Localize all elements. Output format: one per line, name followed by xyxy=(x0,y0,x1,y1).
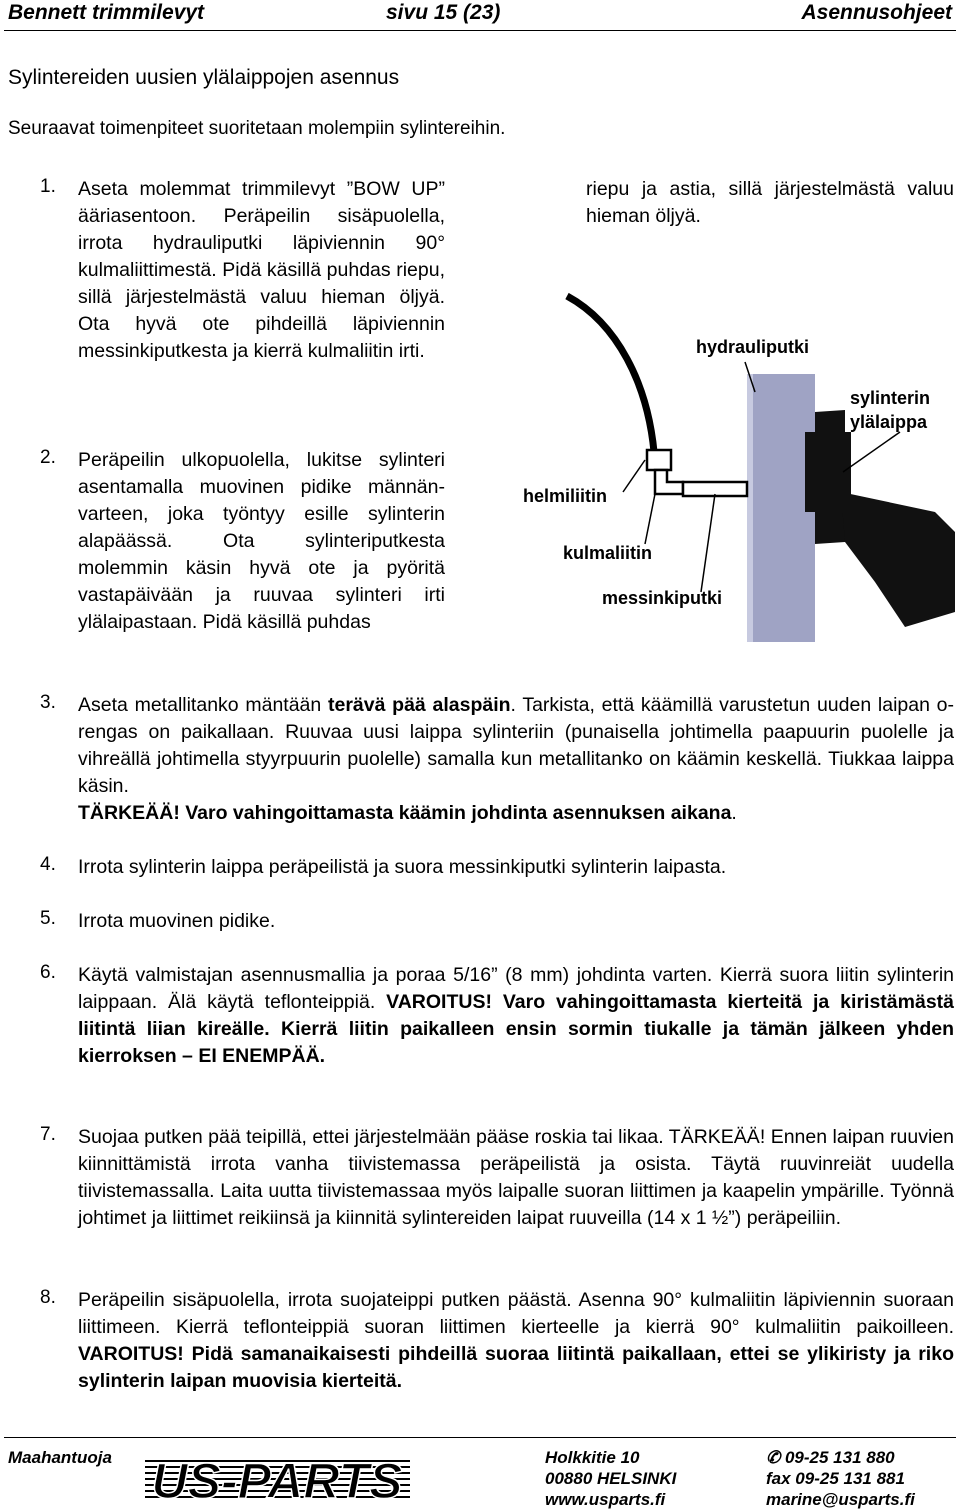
step-4-text: Irrota sylinterin laippa peräpeilistä ja suora messinkiputki sylinterin laipasta. xyxy=(78,856,727,878)
header-divider xyxy=(4,30,956,31)
step-2-text: Peräpeilin ulkopuolella, lukitse sylinteri asentamalla muovinen pidike männän-varteen, joka työntyy esille sylinterin alapäässä. Ota sylinteriputkesta molemmin käsin hyvä ote ja pyöritä vastapäivään ja ruuvaa sylinteri irti ylälaipastaan. Pidä käsillä puhdas xyxy=(78,449,445,633)
brass-tube xyxy=(683,482,747,496)
transom-cylinder xyxy=(747,374,815,642)
footer-city: 00880 HELSINKI xyxy=(545,1469,677,1488)
step-8-text: Peräpeilin sisäpuolella, irrota suojateippi putken päästä. Asenna 90° kulmaliitin läpiviennin suoraan liittimeen. Kierrä teflonteippiä suoran liittimen kierteelle ja kierrä 90° kulmaliitin paikoilleen. VAROITUS! Pidä samanaikaisesti pihdeillä suoraa liitintä paikallaan, ettei se ylikiristy ja riko sylinterin laipan muovisia kierteitä. xyxy=(78,1289,954,1392)
footer-website[interactable]: www.usparts.fi xyxy=(545,1490,666,1509)
footer-importer: Maahantuoja xyxy=(8,1448,112,1467)
step-6-warning: VAROITUS! Varo vahingoittamasta kierteitä ja kiristämästä liitintä liian kireälle. Kierrä liitin paikalleen ensin sormin tiukalle ja tämän jälkeen yhden kierroksen – EI ENEMPÄÄ. xyxy=(78,991,954,1067)
us-parts-logo xyxy=(145,1452,410,1504)
page-title: Sylintereiden uusien ylälaippojen asennus xyxy=(8,66,400,89)
label-hydraulic-hose: hydrauliputki xyxy=(696,337,810,357)
flange-diagram xyxy=(505,282,955,642)
svg-text:US-PARTS: US-PARTS xyxy=(151,1453,403,1504)
label-brass-tube: messinkiputki xyxy=(602,588,723,608)
step-7-number: 7. xyxy=(40,1124,56,1145)
step-1-text: Aseta molemmat trimmilevyt ”BOW UP” ääriasentoon. Peräpeilin sisäpuolella, irrota hydrauliputki läpiviennin 90° kulmaliittimestä. Pidä käsillä puhdas riepu, sillä järjestelmästä valuu hieman öljyä. Ota hyvä ote pihdeillä läpiviennin messinkiputkesta ja kierrä kulmaliitin irti. xyxy=(78,178,445,362)
header-doc-type: Asennusohjeet xyxy=(801,1,952,24)
step-3-text: Aseta metallitanko mäntään terävä pää alaspäin. Tarkista, että käämillä varustetun uuden laipan o-rengas on paikallaan. Ruuvaa uusi laippa sylinteriin (punaisella johtimella paapuurin puolelle ja vihreällä johtimella styyrpuurin puolelle) samalla kun metallitanko on käämin keskellä. Tiukkaa laippa käsin. TÄRKEÄÄ! Varo vahingoittamasta käämin johdinta asennuksen aikana. xyxy=(78,694,955,824)
step-1-number: 1. xyxy=(40,176,56,197)
step-2-continuation: riepu ja astia, sillä järjestelmästä valuu hieman öljyä. xyxy=(586,178,954,227)
step-8-number: 8. xyxy=(40,1287,56,1308)
footer-street: Holkkitie 10 xyxy=(545,1448,640,1467)
bead-fitting xyxy=(647,450,671,470)
step-8-warning: VAROITUS! Pidä samanaikaisesti pihdeillä suoraa liitintä paikallaan, ettei se ylikiristy ja riko sylinterin laipan muovisia kierteitä. xyxy=(78,1343,954,1392)
elbow-fitting xyxy=(655,470,683,494)
footer-fax: fax 09-25 131 881 xyxy=(766,1469,905,1488)
label-elbow-fitting: kulmaliitin xyxy=(563,543,653,563)
step-5-number: 5. xyxy=(40,908,56,929)
header-page-number: sivu 15 (23) xyxy=(386,1,501,24)
hydraulic-hose xyxy=(567,296,655,464)
page-header xyxy=(8,0,952,26)
intro-text: Seuraavat toimenpiteet suoritetaan molempiin sylintereihin. xyxy=(8,118,506,139)
step-4-number: 4. xyxy=(40,854,56,875)
step-3-number: 3. xyxy=(40,692,56,713)
step-7-text: Suojaa putken pää teipillä, ettei järjestelmään pääse roskia tai likaa. TÄRKEÄÄ! Ennen laipan ruuvien kiinnittämistä irrota vanha tiivistemassa peräpeilistä ja osista. Täytä ruuvinreiät uudella tiivistemassalla. Laita uutta tiivistemassaa myös laipalle suoran liittimen ja kaapelin ympärille. Työnnä johtimet ja liittimet reikiinsä ja kiinnitä sylintereiden laipat ruuveilla (14 x 1 ½”) peräpeiliin. xyxy=(78,1126,954,1229)
flange-illustration xyxy=(505,282,955,642)
header-product: Bennett trimmilevyt xyxy=(8,1,205,24)
step-6-text: Käytä valmistajan asennusmallia ja poraa 5/16” (8 mm) johdinta varten. Kierrä suora liitin sylinterin laippaan. Älä käytä teflonteippiä. VAROITUS! Varo vahingoittamasta kierteitä ja kiristämästä liitintä liian kireälle. Kierrä liitin paikalleen ensin sormin tiukalle ja tämän jälkeen yhden kierroksen – EI ENEMPÄÄ. xyxy=(78,964,954,1067)
step-3-warning: TÄRKEÄÄ! Varo vahingoittamasta käämin johdinta asennuksen aikana xyxy=(78,802,732,824)
cylinder-top xyxy=(841,492,955,627)
step-6-number: 6. xyxy=(40,962,56,983)
label-bead-fitting: helmiliitin xyxy=(523,486,608,506)
label-cylinder-flange: sylinterin ylälaippa xyxy=(850,388,931,432)
footer-email[interactable]: marine@usparts.fi xyxy=(766,1490,915,1509)
step-2-number: 2. xyxy=(40,447,56,468)
footer-divider xyxy=(4,1437,956,1438)
step-5-text: Irrota muovinen pidike. xyxy=(78,910,276,932)
footer-phone: ✆ 09-25 131 880 xyxy=(766,1448,895,1467)
